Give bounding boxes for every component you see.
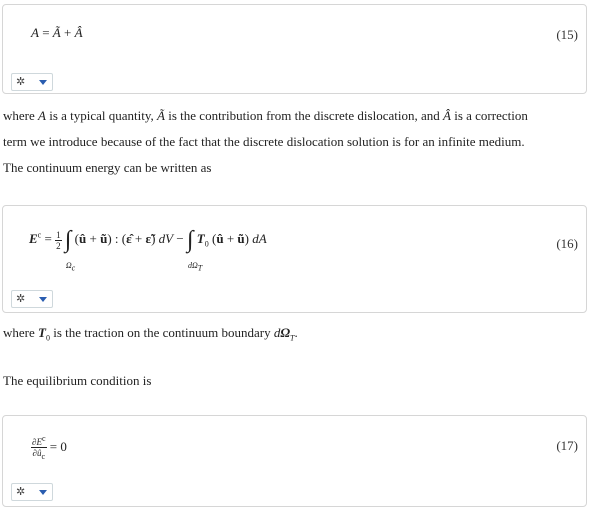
chevron-down-icon <box>39 297 47 302</box>
equation-box-17 <box>2 415 587 507</box>
equation-16: $E^c$ = $\frac{1}{2}$ ∫ $\Omega_c$ (û + ũ) : (ε̂ + ε̃) dV − ∫ $d\Omega_T$ $T_0$ (û + ũ) dA <box>29 227 267 273</box>
gear-icon: ✲ <box>16 75 26 88</box>
chevron-down-icon <box>39 490 47 495</box>
partial-derivative-fraction: $\frac{\partial E^c}{\partial û_c}$ <box>32 434 46 461</box>
gear-icon: ✲ <box>16 292 26 305</box>
equation-box-16 <box>2 205 587 313</box>
equation-number: (15) <box>556 27 578 42</box>
equation-15: A = Ã + Â <box>31 25 83 40</box>
integral-d-omega-t: ∫ $d\Omega_T$ <box>186 227 203 273</box>
paragraph-line: The continuum energy can be written as <box>3 160 212 175</box>
equation-number: (16) <box>556 236 578 251</box>
paragraph-line: term we introduce because of the fact that the discrete dislocation solution is for an infinite medium. <box>3 134 525 149</box>
integral-omega-c: ∫ $\Omega_c$ <box>64 227 76 273</box>
gear-icon: ✲ <box>16 485 26 498</box>
equation-menu-button[interactable] <box>11 483 53 501</box>
equation-number: (17) <box>556 438 578 453</box>
equation-menu-button[interactable] <box>11 290 53 308</box>
fraction-one-half: $\frac{1}{2}$ <box>56 229 61 251</box>
chevron-down-icon <box>39 80 47 85</box>
paragraph-1 <box>3 103 583 181</box>
paragraph-3: The equilibrium condition is <box>3 373 152 388</box>
paragraph-line: where A is a typical quantity, Ã is the contribution from the discrete dislocation, and Â is a correction <box>3 108 528 123</box>
equation-box-15 <box>2 4 587 94</box>
equation-17: $\frac{\partial E^c}{\partial û_c}$ = 0 <box>32 434 67 461</box>
paragraph-2: where $T_0$ is the traction on the continuum boundary $d\Omega_T$. <box>3 325 298 343</box>
equation-menu-button[interactable] <box>11 73 53 91</box>
